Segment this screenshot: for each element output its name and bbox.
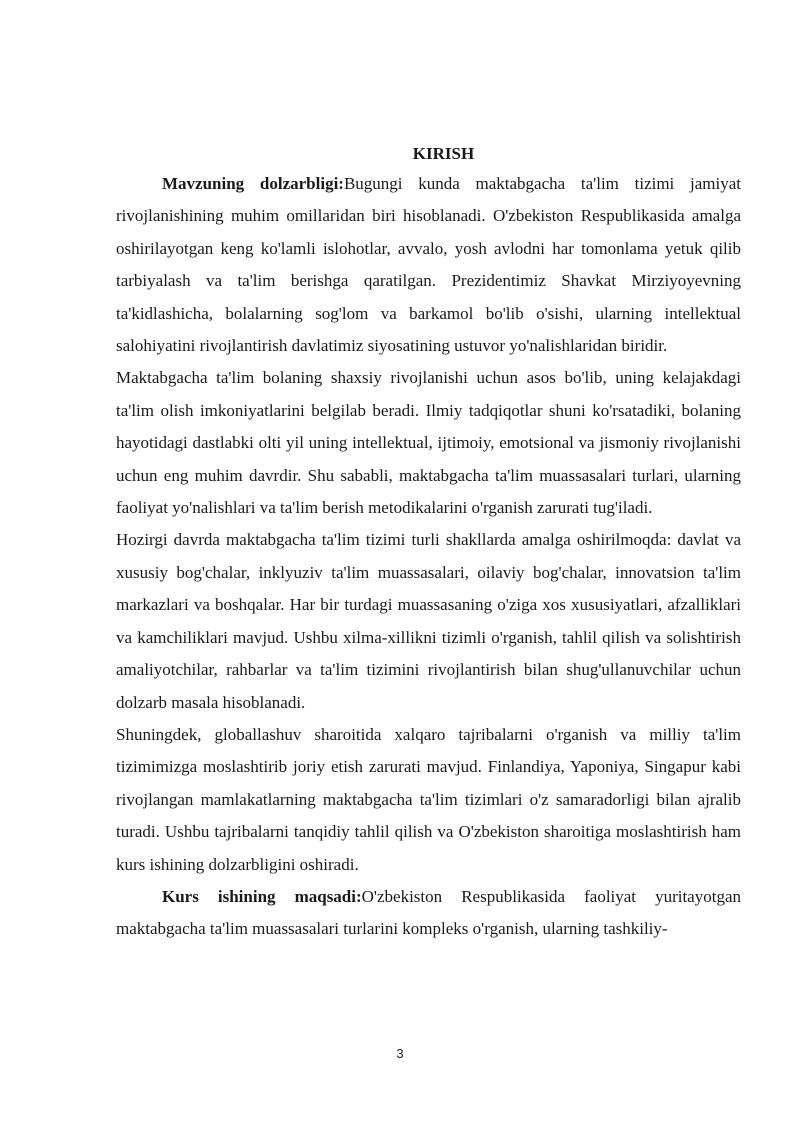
paragraph-course-goal [116,881,741,946]
page-content [116,142,741,946]
paragraph-preschool-basis [116,362,741,524]
paragraph-text: O'zbekiston Respublikasida faoliyat yuritayotgan maktabgacha ta'lim muassasalari turlarini kompleks o'rganish, ularning tashkiliy- [116,886,741,939]
paragraph-text: Shuningdek, globallashuv sharoitida xalqaro tajribalarni o'rganish va milliy ta'lim tizimimizga moslashtirib joriy etish zarurati mavjud. Finlandiya, Yaponiya, Singapur kabi rivojlangan mamlakatlarning maktabgacha ta'lim tizimlari o'z samaradorligi bilan ajralib turadi. Ushbu tajribalarni tanqidiy tahlil qilish va O'zbekiston sharoitiga moslashtirish ham kurs ishining dolzarbligini oshiradi. [116,724,741,874]
paragraph-lead: Kurs ishining maqsadi: [162,886,362,906]
paragraph-lead: Mavzuning dolzarbligi: [162,174,344,193]
paragraph-relevance [116,168,741,362]
page-title: KIRISH [412,144,475,163]
paragraph-current-forms [116,524,741,718]
paragraph-globalization [116,719,741,881]
page-number: 3 [396,1046,404,1061]
paragraph-text: Bugungi kunda maktabgacha ta'lim tizimi jamiyat rivojlanishining muhim omillaridan biri hisoblanadi. O'zbekiston Respublikasida amalga oshirilayotgan keng ko'lamli islohotlar, avvalo, yosh avlodni har tomonlama yetuk qilib tarbiyalash va ta'lim berishga qaratilgan. Prezidentimiz Shavkat Mirziyoyevning ta'kidlashicha, bolalarning sog'lom va barkamol bo'lib o'sishi, ularning intellektual salohiyatini rivojlantirish davlatimiz siyosatining ustuvor yo'nalishlaridan biridir. [116,174,741,356]
paragraph-text: Hozirgi davrda maktabgacha ta'lim tizimi turli shakllarda amalga oshirilmoqda: davlat va xususiy bog'chalar, inklyuziv ta'lim muassasalari, oilaviy bog'chalar, innovatsion ta'lim markazlari va boshqalar. Har bir turdagi muassasaning o'ziga xos xususiyatlari, afzalliklari va kamchiliklari mavjud. Ushbu xilma-xillikni tizimli o'rganish, tahlil qilish va solishtirish amaliyotchilar, rahbarlar va ta'lim tizimini rivojlantirish bilan shug'ullanuvchilar uchun dolzarb masala hisoblanadi. [116,530,741,712]
paragraph-text: Maktabgacha ta'lim bolaning shaxsiy rivojlanishi uchun asos bo'lib, uning kelajakdagi ta'lim olish imkoniyatlarini belgilab beradi. Ilmiy tadqiqotlar shuni ko'rsatadiki, bolaning hayotidagi dastlabki olti yil uning intellektual, ijtimoiy, emotsional va jismoniy rivojlanishi uchun eng muhim davrdir. Shu sababli, maktabgacha ta'lim muassasalari turlari, ularning faoliyat yo'nalishlari va ta'lim berish metodikalarini o'rganish zarurati tug'iladi. [116,368,741,518]
